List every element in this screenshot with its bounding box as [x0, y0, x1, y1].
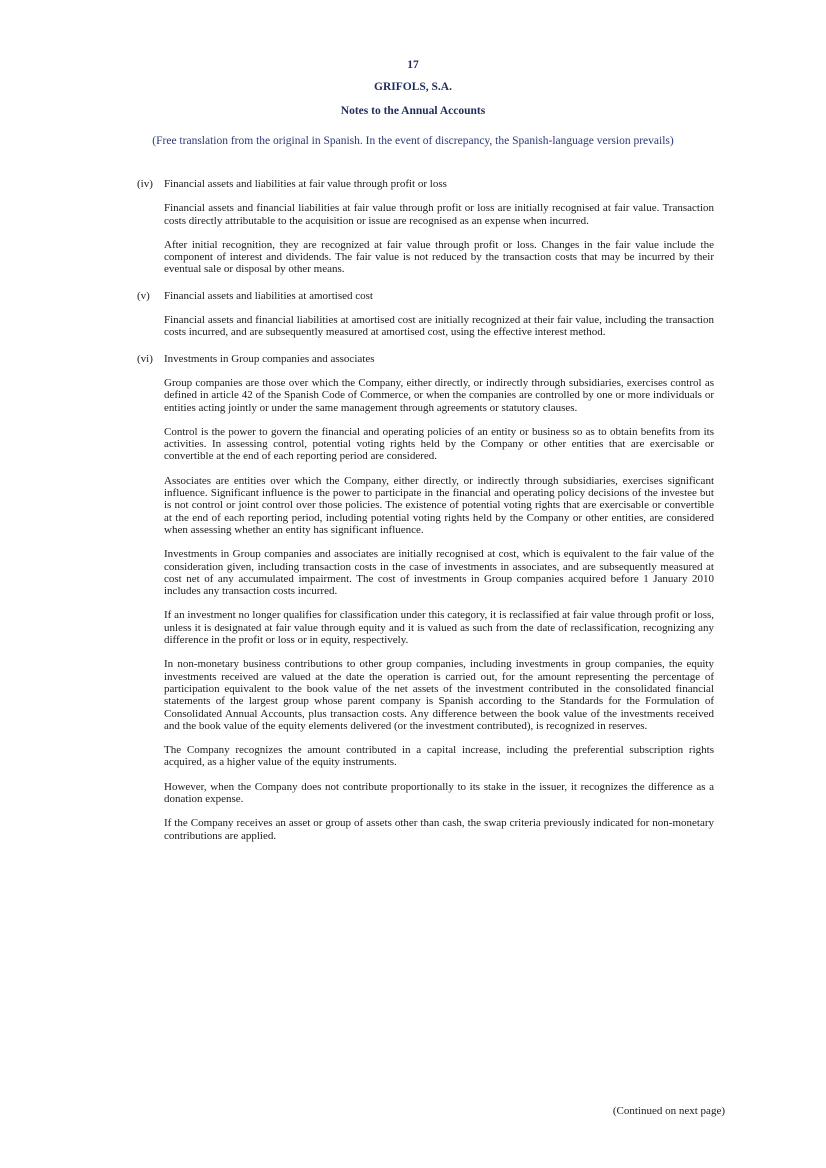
section-number: (v): [137, 289, 150, 302]
paragraph: Control is the power to govern the financial and operating policies of an entity or business so as to obtain benefits from its activities. In assessing control, potential voting rights held by the Company or other entities that are exercisable or convertible at the end of each reporting period are considered.: [164, 425, 714, 463]
paragraph: If an investment no longer qualifies for classification under this category, it is reclassified at fair value through profit or loss, unless it is designated at fair value through equity and it is valued as such from the date of reclassification, recognizing any difference in the profit or loss or in equity, respectively.: [164, 609, 714, 647]
section-number: (vi): [137, 352, 153, 365]
section-heading: [137, 290, 714, 302]
paragraph: Associates are entities over which the Company, either directly, or indirectly through subsidiaries, exercises significant influence. Significant influence is the power to participate in the financial and operating policy decisions of the investee but is not control or joint control over those policies. The existence of potential voting rights that are exercisable or convertible at the end of each reporting period, including potential voting rights held by the Company or other entities, are considered when assessing whether an entity has significant influence.: [164, 474, 714, 536]
paragraph: After initial recognition, they are recognized at fair value through profit or loss. Changes in the fair value include the component of interest and dividends. The fair value is not reduced by the transaction costs that may be incurred by their eventual sale or disposal by other means.: [164, 238, 714, 276]
notes-body: [137, 178, 714, 856]
section-v: [137, 290, 714, 339]
paragraph: Financial assets and financial liabilities at amortised cost are initially recognized at their fair value, including the transaction costs incurred, and are subsequently measured at amortised cost, using the effective interest method.: [164, 314, 714, 339]
company-name: GRIFOLS, S.A.: [374, 81, 452, 93]
paragraph: If the Company receives an asset or group of assets other than cash, the swap criteria previously indicated for non-monetary contributions are applied.: [164, 817, 714, 842]
paragraph: Group companies are those over which the Company, either directly, or indirectly through subsidiaries, exercises control as defined in article 42 of the Spanish Code of Commerce, or when the companies are controlled by one or more individuals or entities acting jointly or under the same management through agreements or statutory clauses.: [164, 376, 714, 414]
continued-note: (Continued on next page): [612, 1105, 725, 1117]
paragraph: In non-monetary business contributions to other group companies, including investments in group companies, the equity investments received are valued at the date the operation is carried out, for the amount representing the percentage of participation equivalent to the book value of the net assets of the investment contributed in the consolidated financial statements of the largest group whose parent company is Spanish according to the Standards for the Formulation of Consolidated Annual Accounts, plus transaction costs. Any difference between the book value of the investments received and the book value of the equity elements delivered (or the investment contributed), is recognized in reserves.: [164, 658, 714, 732]
translation-disclaimer: (Free translation from the original in Spanish. In the event of discrepancy, the Spanish-language version prevails): [152, 135, 674, 147]
section-vi: [137, 353, 714, 842]
section-title: Financial assets and liabilities at fair value through profit or loss: [164, 178, 447, 190]
paragraph: Financial assets and financial liabilities at fair value through profit or loss are initially recognised at fair value. Transaction costs directly attributable to the acquisition or issue are recognised as an expense when incurred.: [164, 202, 714, 227]
section-title: Financial assets and liabilities at amortised cost: [164, 289, 373, 302]
section-number: (iv): [137, 178, 153, 190]
paragraph: Investments in Group companies and associates are initially recognised at cost, which is equivalent to the fair value of the consideration given, including transaction costs in the case of investments in associates, and are subsequently measured at cost net of any accumulated impairment. The cost of investments in Group companies acquired before 1 January 2010 includes any transaction costs incurred.: [164, 548, 714, 598]
paragraph: The Company recognizes the amount contributed in a capital increase, including the preferential subscription rights acquired, as a higher value of the equity instruments.: [164, 744, 714, 769]
document-title: Notes to the Annual Accounts: [340, 105, 486, 117]
section-heading: [137, 178, 714, 190]
section-iv: [137, 178, 714, 276]
page-number: 17: [407, 59, 419, 71]
paragraph: However, when the Company does not contribute proportionally to its stake in the issuer, it recognizes the difference as a donation expense.: [164, 780, 714, 805]
section-title: Investments in Group companies and associates: [164, 352, 375, 365]
section-heading: [137, 353, 714, 365]
